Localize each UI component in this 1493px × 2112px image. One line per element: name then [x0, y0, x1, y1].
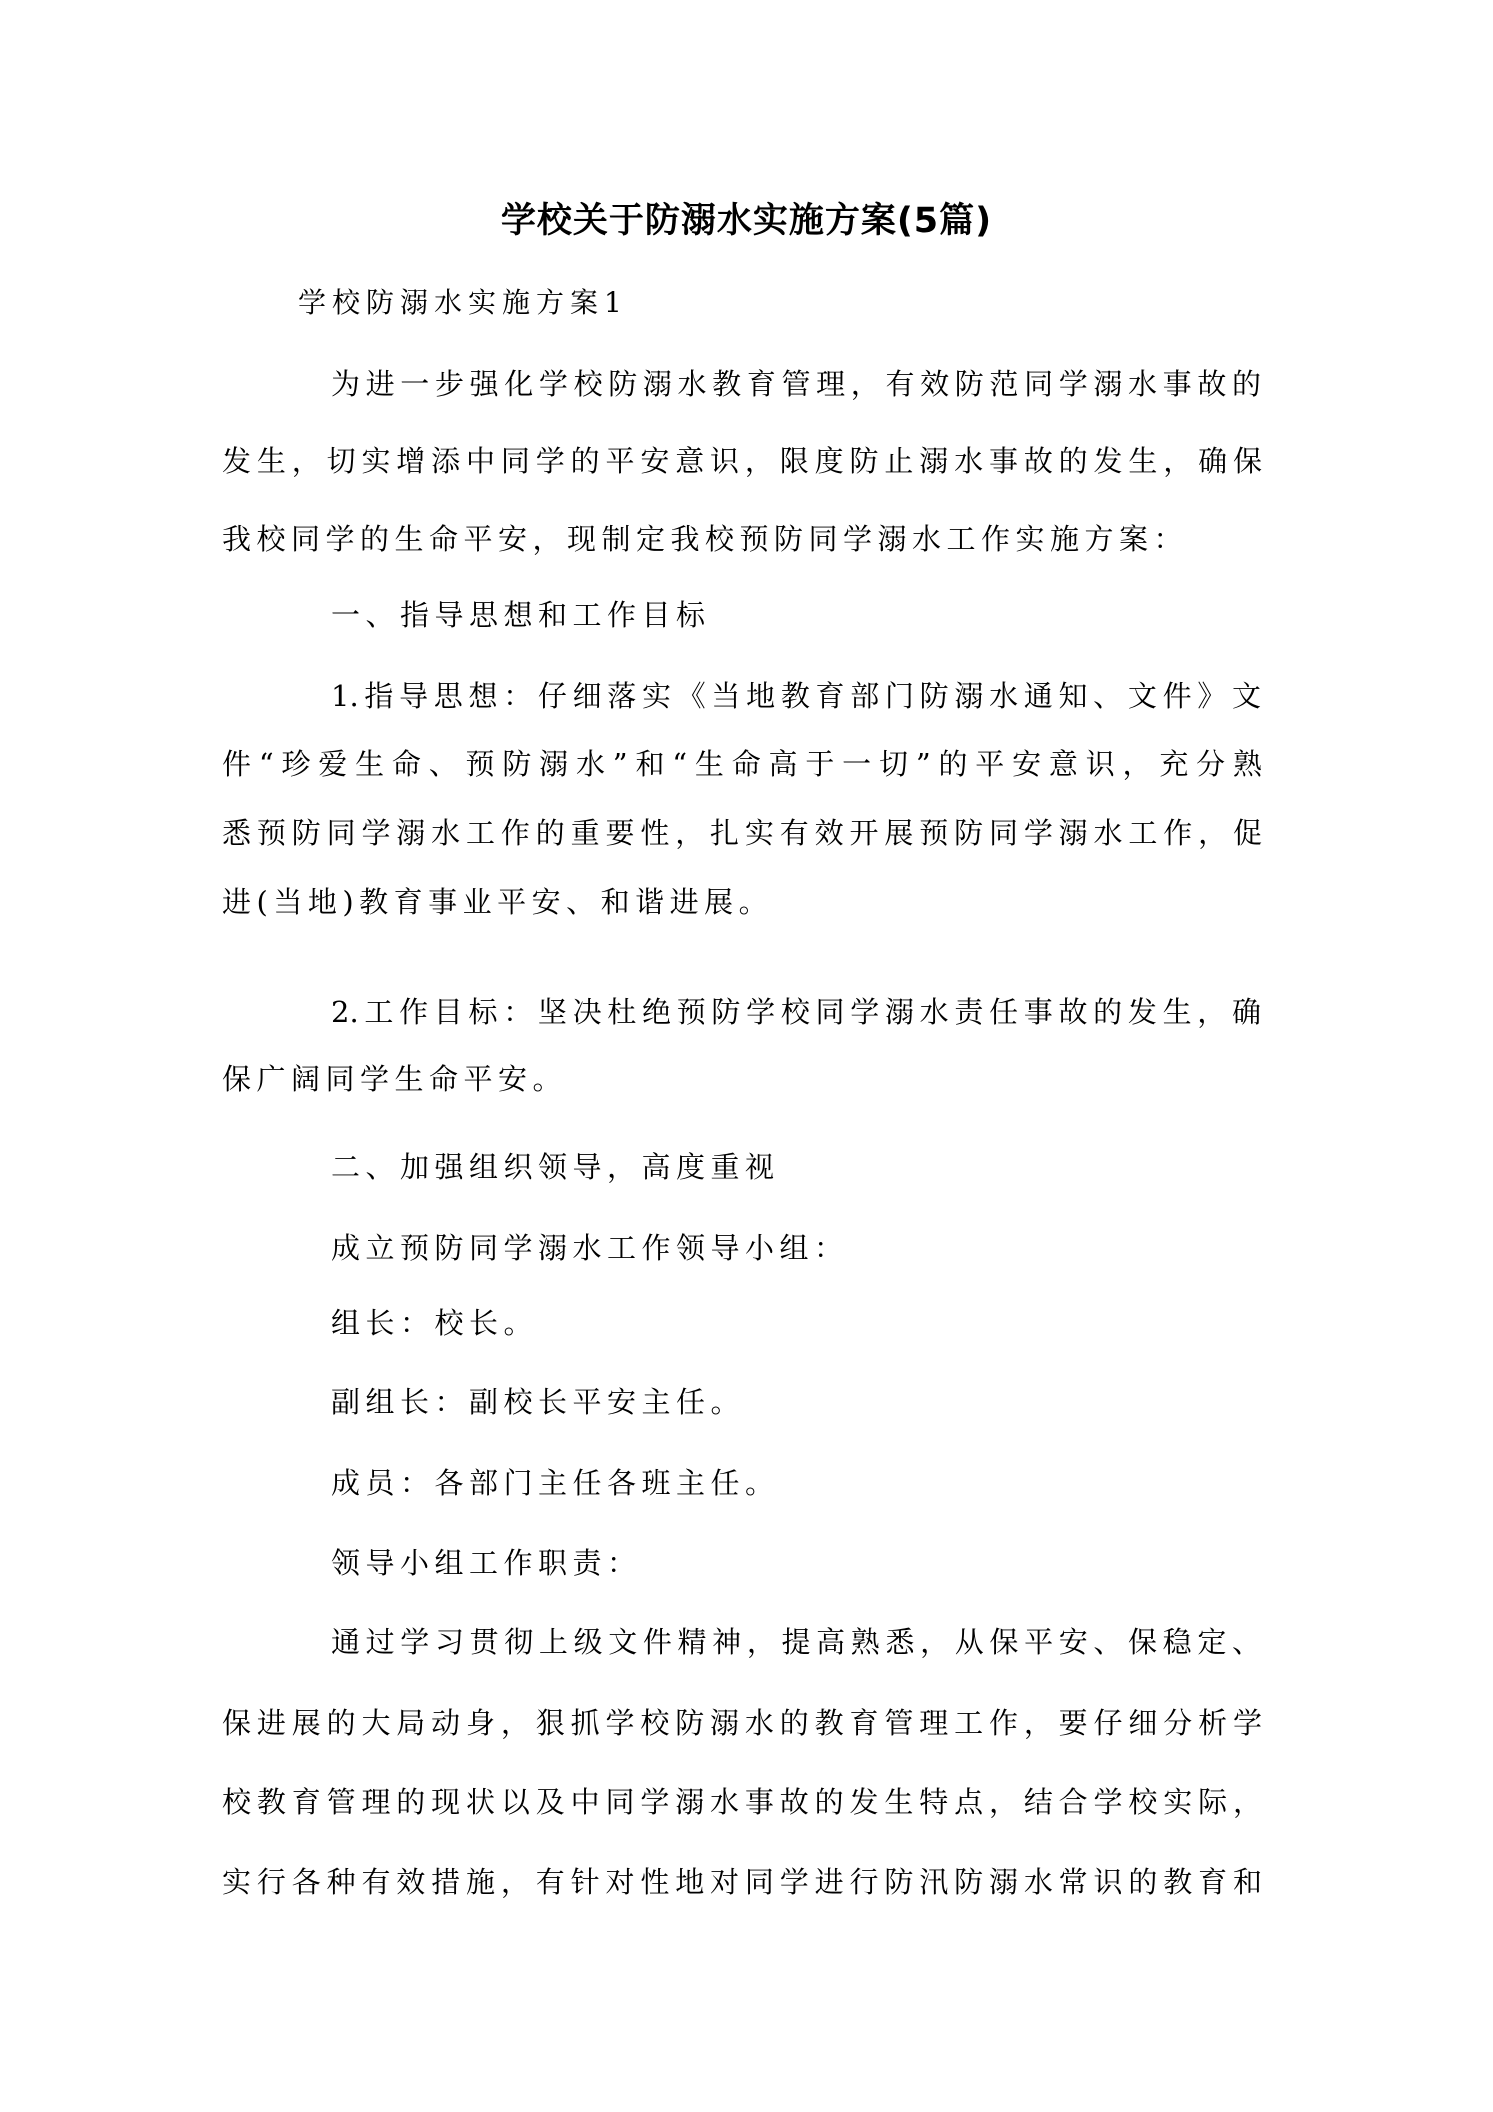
body-line: 保广阔同学生命平安。: [222, 1062, 568, 1096]
body-line: 领导小组工作职责：: [331, 1546, 642, 1580]
section-subtitle: 学校防溺水实施方案1: [298, 286, 628, 319]
body-line: 件“珍爱生命、预防溺水”和“生命高于一切”的平安意识，充分熟: [222, 747, 1262, 781]
body-line: 为进一步强化学校防溺水教育管理，有效防范同学溺水事故的: [331, 367, 1261, 401]
body-line: 发生，切实增添中同学的平安意识，限度防止溺水事故的发生，确保: [222, 444, 1262, 478]
body-line: 2.工作目标：坚决杜绝预防学校同学溺水责任事故的发生，确: [331, 995, 1261, 1029]
body-line: 进(当地)教育事业平安、和谐进展。: [222, 885, 774, 919]
body-line: 悉预防同学溺水工作的重要性，扎实有效开展预防同学溺水工作，促: [222, 816, 1262, 850]
body-line: 我校同学的生命平安，现制定我校预防同学溺水工作实施方案：: [222, 522, 1189, 556]
body-line: 组长：校长。: [331, 1306, 539, 1340]
document-title: 学校关于防溺水实施方案(5篇): [500, 201, 993, 241]
body-line: 通过学习贯彻上级文件精神，提高熟悉，从保平安、保稳定、: [331, 1625, 1261, 1659]
body-line: 保进展的大局动身，狠抓学校防溺水的教育管理工作，要仔细分析学: [222, 1706, 1262, 1740]
section-heading: 一、指导思想和工作目标: [331, 598, 711, 632]
body-line: 成员：各部门主任各班主任。: [331, 1466, 780, 1500]
body-line: 实行各种有效措施，有针对性地对同学进行防汛防溺水常识的教育和: [222, 1865, 1262, 1899]
body-line: 校教育管理的现状以及中同学溺水事故的发生特点，结合学校实际，: [222, 1785, 1262, 1819]
body-line: 1.指导思想：仔细落实《当地教育部门防溺水通知、文件》文: [331, 679, 1261, 713]
section-heading: 二、加强组织领导，高度重视: [331, 1150, 780, 1184]
body-line: 副组长：副校长平安主任。: [331, 1385, 746, 1419]
body-line: 成立预防同学溺水工作领导小组：: [331, 1231, 849, 1265]
